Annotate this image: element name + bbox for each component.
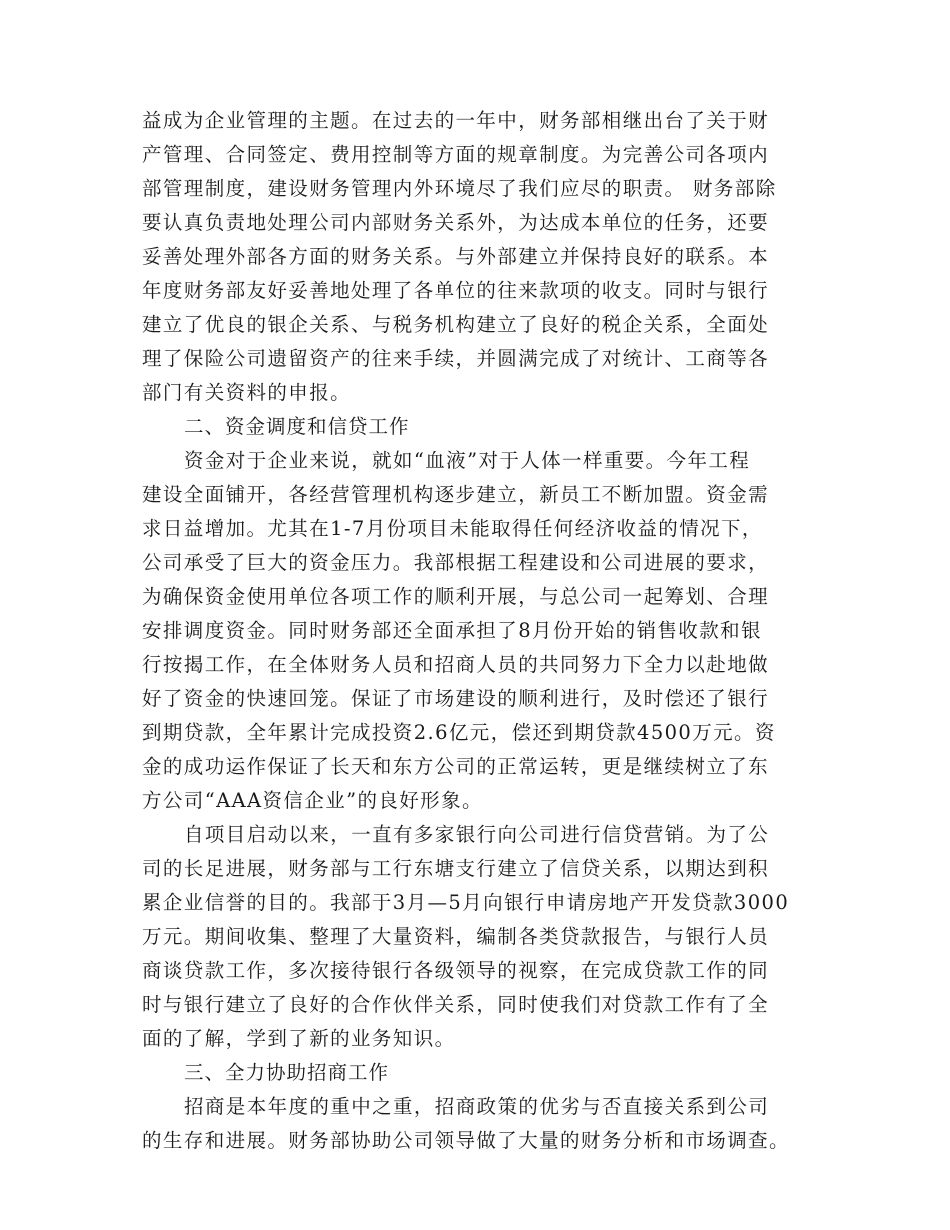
section-heading: 二、资金调度和信贷工作: [184, 415, 410, 438]
text-line: 面的了解，学到了新的业务知识。: [142, 1027, 456, 1050]
text-line: 方公司“AAA资信企业”的良好形象。: [142, 789, 483, 812]
text-line: 部门有关资料的申报。: [142, 381, 352, 404]
text-line: 的生存和进展。财务部协助公司领导做了大量的财务分析和市场调查。: [142, 1129, 790, 1152]
paragraph-start-line: 招商是本年度的重中之重，招商政策的优劣与否直接关系到公司: [184, 1095, 770, 1118]
text-line: 要认真负责地处理公司内部财务关系外，为达成本单位的任务，还要: [142, 211, 770, 234]
text-line: 益成为企业管理的主题。在过去的一年中，财务部相继出台了关于财: [142, 109, 770, 132]
text-line: 部管理制度，建设财务管理内外环境尽了我们应尽的职责。 财务部除: [142, 177, 777, 200]
text-line: 好了资金的快速回笼。保证了市场建设的顺利进行，及时偿还了银行: [142, 687, 770, 710]
text-line: 为确保资金使用单位各项工作的顺利开展，与总公司一起筹划、合理: [142, 585, 770, 608]
text-line: 建立了优良的银企关系、与税务机构建立了良好的税企关系，全面处: [142, 313, 770, 336]
text-line: 妥善处理外部各方面的财务关系。与外部建立并保持良好的联系。本: [142, 245, 770, 268]
text-line: 理了保险公司遗留资产的往来手续，并圆满完成了对统计、工商等各: [142, 347, 770, 370]
text-line: 公司承受了巨大的资金压力。我部根据工程建设和公司进展的要求，: [142, 551, 770, 574]
text-line: 行按揭工作，在全体财务人员和招商人员的共同努力下全力以赴地做: [142, 653, 770, 676]
document-body: [142, 104, 822, 1158]
text-line: 产管理、合同签定、费用控制等方面的规章制度。为完善公司各项内: [142, 143, 770, 166]
text-line: 金的成功运作保证了长天和东方公司的正常运转，更是继续树立了东: [142, 755, 770, 778]
text-line: 万元。期间收集、整理了大量资料，编制各类贷款报告，与银行人员: [142, 925, 770, 948]
text-line: 商谈贷款工作，多次接待银行各级领导的视察，在完成贷款工作的同: [142, 959, 770, 982]
text-line: 司的长足进展，财务部与工行东塘支行建立了信贷关系，以期达到积: [142, 857, 770, 880]
paragraph-start-line: 自项目启动以来，一直有多家银行向公司进行信贷营销。为了公: [184, 823, 770, 846]
text-line: 建设全面铺开，各经营管理机构逐步建立，新员工不断加盟。资金需: [142, 483, 770, 506]
text-line: 到期贷款，全年累计完成投资2.6亿元，偿还到期贷款4500万元。资: [142, 721, 776, 744]
text-line: 安排调度资金。同时财务部还全面承担了8月份开始的销售收款和银: [142, 619, 762, 642]
text-line: 年度财务部友好妥善地处理了各单位的往来款项的收支。同时与银行: [142, 279, 770, 302]
section-heading: 三、全力协助招商工作: [184, 1061, 390, 1084]
text-line: 求日益增加。尤其在1-7月份项目未能取得任何经济收益的情况下，: [142, 517, 763, 540]
text-line: 累企业信誉的目的。我部于3月—5月向银行申请房地产开发贷款3000: [142, 891, 790, 914]
text-line: 时与银行建立了良好的合作伙伴关系，同时使我们对贷款工作有了全: [142, 993, 770, 1016]
paragraph-start-line: 资金对于企业来说，就如“血液”对于人体一样重要。今年工程: [184, 449, 751, 472]
